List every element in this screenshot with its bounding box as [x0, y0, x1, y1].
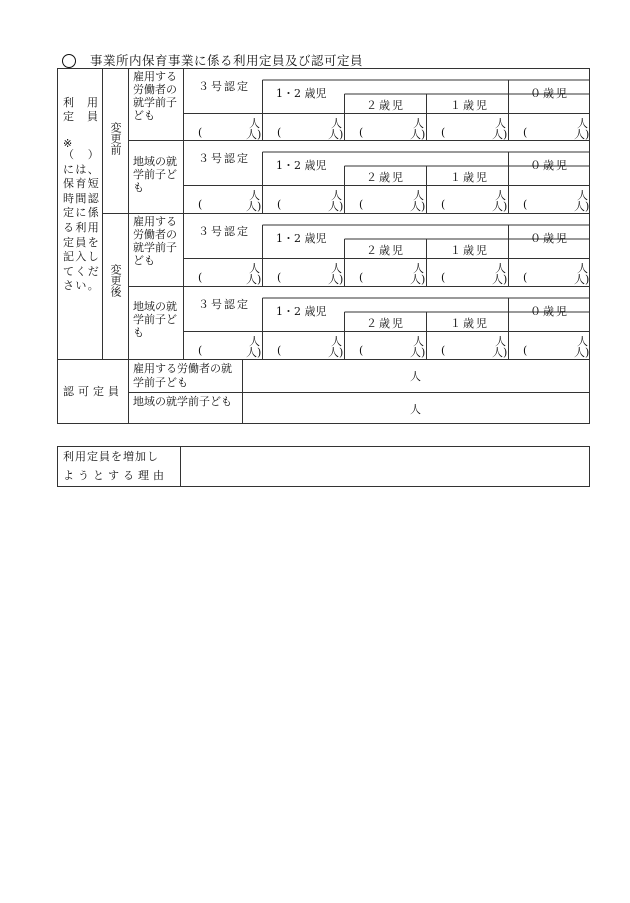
- paren-open-age2-local-before: (: [359, 198, 364, 211]
- value-cert3-local-before[interactable]: 人: [249, 189, 260, 202]
- value-age2-local-after[interactable]: 人: [413, 335, 424, 348]
- paren-open-age2-employee-after: (: [359, 271, 364, 284]
- authorized-local-label: 地域の就学前子ども: [133, 395, 232, 408]
- header-age1-local-after: １歳児: [450, 317, 489, 330]
- short-value-age0-employee-before[interactable]: 人): [574, 128, 590, 141]
- short-value-age12-employee-after[interactable]: 人): [328, 273, 344, 286]
- header-age12-local-after: 1・2 歳児: [276, 305, 327, 318]
- short-value-age2-employee-after[interactable]: 人): [410, 273, 426, 286]
- value-cert3-local-after[interactable]: 人: [249, 335, 260, 348]
- header-age1-local-before: １歳児: [450, 171, 489, 184]
- short-value-age12-local-after[interactable]: 人): [328, 346, 344, 359]
- short-value-age12-employee-before[interactable]: 人): [328, 128, 344, 141]
- value-age12-local-after[interactable]: 人: [331, 335, 342, 348]
- paren-open-age0-employee-before: (: [523, 126, 528, 139]
- short-value-age2-local-before[interactable]: 人): [410, 200, 426, 213]
- value-cert3-employee-after[interactable]: 人: [249, 262, 260, 275]
- reason-label-line1: 利用定員を増加し: [63, 450, 159, 463]
- section-title-text: 事業所内保育事業に係る利用定員及び認可定員: [90, 53, 364, 68]
- short-value-cert3-employee-before[interactable]: 人): [246, 128, 262, 141]
- value-cert3-employee-before[interactable]: 人: [249, 117, 260, 130]
- value-age12-employee-before[interactable]: 人: [331, 117, 342, 130]
- short-value-age0-local-before[interactable]: 人): [574, 200, 590, 213]
- header-age2-employee-before: ２歳児: [366, 99, 405, 112]
- value-age1-local-before[interactable]: 人: [495, 189, 506, 202]
- paren-open-age1-local-after: (: [441, 344, 446, 357]
- short-value-age0-employee-after[interactable]: 人): [574, 273, 590, 286]
- value-age2-employee-before[interactable]: 人: [413, 117, 424, 130]
- header-age0-local-after: ０歳児: [530, 305, 569, 318]
- short-value-cert3-local-before[interactable]: 人): [246, 200, 262, 213]
- paren-open-cert3-local-before: (: [198, 198, 203, 211]
- authorized-label: 認可定員: [63, 385, 123, 398]
- group-local-before: 地域の就学前子ども: [133, 155, 177, 194]
- authorized-local-value[interactable]: 人: [410, 403, 421, 416]
- header-age12-employee-after: 1・2 歳児: [276, 232, 327, 245]
- value-age2-employee-after[interactable]: 人: [413, 262, 424, 275]
- value-age0-local-before[interactable]: 人: [577, 189, 588, 202]
- value-age1-local-after[interactable]: 人: [495, 335, 506, 348]
- short-value-age2-employee-before[interactable]: 人): [410, 128, 426, 141]
- note-text: （ ）には、保育短時間認定に係る利用定員を記入してください。: [63, 148, 101, 293]
- header-cert3-local-after: ３号認定: [198, 298, 250, 311]
- paren-open-age2-local-after: (: [359, 344, 364, 357]
- value-age0-local-after[interactable]: 人: [577, 335, 588, 348]
- value-age12-employee-after[interactable]: 人: [331, 262, 342, 275]
- value-age12-local-before[interactable]: 人: [331, 189, 342, 202]
- paren-open-age1-employee-after: (: [441, 271, 446, 284]
- reason-value-field[interactable]: [190, 459, 580, 479]
- note-mark: ※: [63, 137, 73, 150]
- header-age12-local-before: 1・2 歳児: [276, 159, 327, 172]
- short-value-age2-local-after[interactable]: 人): [410, 346, 426, 359]
- short-value-cert3-local-after[interactable]: 人): [246, 346, 262, 359]
- paren-open-age0-local-before: (: [523, 198, 528, 211]
- phase-after: 変更後: [109, 264, 122, 297]
- paren-open-cert3-local-after: (: [198, 344, 203, 357]
- capacity-label-line2: 定員: [63, 110, 111, 123]
- value-age2-local-before[interactable]: 人: [413, 189, 424, 202]
- value-age1-employee-before[interactable]: 人: [495, 117, 506, 130]
- group-employee-after: 雇用する労働者の就学前子ども: [133, 215, 177, 267]
- short-value-age0-local-after[interactable]: 人): [574, 346, 590, 359]
- header-age12-employee-before: 1・2 歳児: [276, 87, 327, 100]
- paren-open-age0-employee-after: (: [523, 271, 528, 284]
- short-value-cert3-employee-after[interactable]: 人): [246, 273, 262, 286]
- paren-open-age1-local-before: (: [441, 198, 446, 211]
- value-age1-employee-after[interactable]: 人: [495, 262, 506, 275]
- short-value-age1-employee-before[interactable]: 人): [492, 128, 508, 141]
- group-employee-before: 雇用する労働者の就学前子ども: [133, 70, 177, 122]
- header-age2-local-before: ２歳児: [366, 171, 405, 184]
- header-age0-employee-after: ０歳児: [530, 232, 569, 245]
- value-age0-employee-after[interactable]: 人: [577, 262, 588, 275]
- group-local-after: 地域の就学前子ども: [133, 300, 177, 339]
- paren-open-age12-employee-after: (: [277, 271, 282, 284]
- header-age0-employee-before: ０歳児: [530, 87, 569, 100]
- header-cert3-employee-before: ３号認定: [198, 80, 250, 93]
- paren-open-age12-local-before: (: [277, 198, 282, 211]
- reason-label-line2: ようとする理由: [63, 469, 168, 482]
- authorized-employee-label: 雇用する労働者の就学前子ども: [133, 362, 232, 389]
- paren-open-age12-employee-before: (: [277, 126, 282, 139]
- header-age0-local-before: ０歳児: [530, 159, 569, 172]
- header-cert3-local-before: ３号認定: [198, 152, 250, 165]
- paren-open-cert3-employee-after: (: [198, 271, 203, 284]
- paren-open-age12-local-after: (: [277, 344, 282, 357]
- short-value-age1-local-before[interactable]: 人): [492, 200, 508, 213]
- paren-open-cert3-employee-before: (: [198, 126, 203, 139]
- value-age0-employee-before[interactable]: 人: [577, 117, 588, 130]
- short-value-age1-local-after[interactable]: 人): [492, 346, 508, 359]
- paren-open-age2-employee-before: (: [359, 126, 364, 139]
- header-age2-employee-after: ２歳児: [366, 244, 405, 257]
- header-age2-local-after: ２歳児: [366, 317, 405, 330]
- short-value-age1-employee-after[interactable]: 人): [492, 273, 508, 286]
- paren-open-age1-employee-before: (: [441, 126, 446, 139]
- short-value-age12-local-before[interactable]: 人): [328, 200, 344, 213]
- header-age1-employee-before: １歳児: [450, 99, 489, 112]
- capacity-label-line1: 利用: [63, 96, 111, 109]
- authorized-employee-value[interactable]: 人: [410, 370, 421, 383]
- header-cert3-employee-after: ３号認定: [198, 225, 250, 238]
- paren-open-age0-local-after: (: [523, 344, 528, 357]
- phase-before: 変更前: [109, 122, 122, 155]
- header-age1-employee-after: １歳児: [450, 244, 489, 257]
